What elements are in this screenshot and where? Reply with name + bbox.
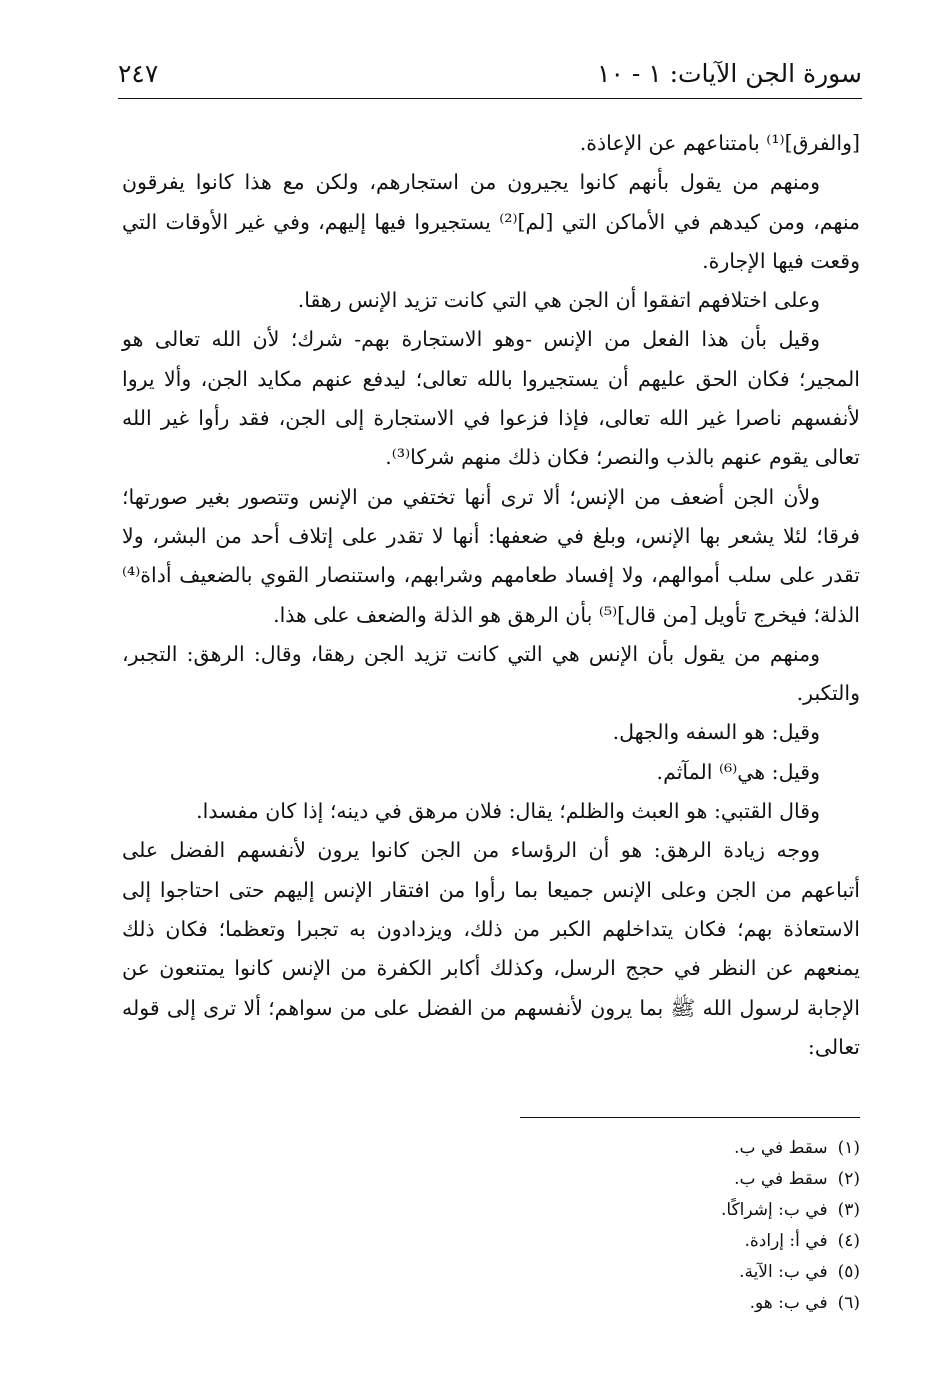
- footnote: [460, 1257, 860, 1288]
- footnote-number: (٤): [837, 1231, 860, 1251]
- paragraph: ووجه زيادة الرهق: هو أن الرؤساء من الجن كانوا يرون لأنفسهم الفضل على أتباعهم من الجن وعلى الإنس جميعا بما رأوا من افتقار الإنس إليهم حتى احتاجوا إلى الاستعاذة بهم؛ فكان يتداخلهم الكبر من ذلك، ويزدادون به تجبرا وتعظما؛ فكان ذلك يمنعهم عن النظر في حجج الرسل، وكذلك أكابر الكفرة من الإنس كانوا يمتنعون عن الإجابة لرسول الله ﷺ بما يرون لأنفسهم من الفضل على من سواهم؛ ألا ترى إلى قوله تعالى:: [122, 838, 860, 1059]
- running-title: سورة الجن الآيات: ١ - ١٠: [597, 59, 862, 88]
- footnote: [460, 1195, 860, 1226]
- footnote-number: (٥): [837, 1262, 860, 1282]
- body-text: [122, 124, 860, 1067]
- paragraph: وقيل: هي⁽⁶⁾ المآثم.: [656, 759, 820, 784]
- footnote-number: (٦): [837, 1293, 860, 1313]
- footnote: [460, 1133, 860, 1164]
- footnote-text: في ب: هو.: [749, 1293, 828, 1313]
- paragraph: وعلى اختلافهم اتفقوا أن الجن هي التي كانت تزيد الإنس رهقا.: [297, 288, 820, 313]
- paragraph: ومنهم من يقول بأن الإنس هي التي كانت تزيد الجن رهقا، وقال: الرهق: التجبر، والتكبر.: [122, 641, 860, 706]
- paragraph: ومنهم من يقول بأنهم كانوا يجيرون من استجارهم، ولكن مع هذا كانوا يفرقون منهم، ومن كيدهم في الأماكن التي [لم]⁽²⁾ يستجيروا فيها إليهم، وفي غير الأوقات التي وقعت فيها الإجارة.: [122, 170, 860, 273]
- footnote: [460, 1288, 860, 1319]
- footnote-number: (٣): [837, 1200, 860, 1220]
- paragraph: [والفرق]⁽¹⁾ بامتناعهم عن الإعاذة.: [579, 131, 860, 155]
- footnote-text: في ب: الآية.: [739, 1262, 828, 1282]
- page-header: [118, 56, 862, 96]
- page-number: ٢٤٧: [118, 59, 159, 88]
- footnote-number: (١): [837, 1138, 860, 1158]
- footnote-text: في ب: إشراكًا.: [720, 1200, 828, 1220]
- footnote-text: سقط في ب.: [734, 1138, 828, 1158]
- paragraph: وقيل بأن هذا الفعل من الإنس -وهو الاستجارة بهم- شرك؛ لأن الله تعالى هو المجير؛ فكان الحق عليهم أن يستجيروا بالله تعالى؛ ليدفع عنهم مكايد الجن، وألا يروا لأنفسهم ناصرا غير الله تعالى، فإذا فزعوا في الاستجارة إلى الجن، فقد رأوا غير الله تعالى يقوم عنهم بالذب والنصر؛ فكان ذلك منهم شركا⁽³⁾.: [122, 327, 860, 470]
- paragraph: وقيل: هو السفه والجهل.: [612, 720, 820, 745]
- footnote: [460, 1164, 860, 1195]
- footnote-text: في أ: إرادة.: [744, 1231, 828, 1251]
- footnote-number: (٢): [837, 1169, 860, 1189]
- footnotes: [460, 1133, 860, 1319]
- paragraph: ولأن الجن أضعف من الإنس؛ ألا ترى أنها تختفي من الإنس وتتصور بغير صورتها؛ فرقا؛ لئلا يشعر بها الإنس، وبلغ في ضعفها: أنها لا تقدر على إتلاف أحد من البشر، ولا تقدر على سلب أموالهم، ولا إفساد طعامهم وشرابهم، واستنصار القوي بالضعيف أداة⁽⁴⁾ الذلة؛ فيخرج تأويل [من قال]⁽⁵⁾ بأن الرهق هو الذلة والضعف على هذا.: [122, 484, 860, 627]
- footnote-text: سقط في ب.: [734, 1169, 828, 1189]
- footnote-divider: [520, 1117, 860, 1118]
- paragraph: وقال القتبي: هو العبث والظلم؛ يقال: فلان مرهق في دينه؛ إذا كان مفسدا.: [196, 799, 820, 824]
- footnote: [460, 1226, 860, 1257]
- header-divider: [118, 98, 862, 99]
